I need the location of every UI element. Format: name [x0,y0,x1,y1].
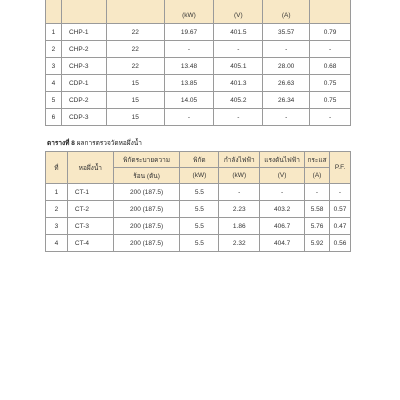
table-cell: 0.56 [330,235,351,252]
table-cell: CHP-2 [61,41,106,58]
table-cell: 406.7 [260,218,305,235]
table-cell: CT-4 [67,235,113,252]
table-cell: - [330,184,351,201]
table-cell: 15 [106,92,164,109]
table-row [46,218,351,235]
table-cell: 2 [46,41,62,58]
header-current: กระแส [305,152,330,168]
table-cell: 403.2 [260,201,305,218]
header-current-unit: (A) [305,168,330,184]
table-cell: 26.63 [263,75,310,92]
header-cell [46,0,62,24]
motor-measurement-table [45,0,351,126]
table-cell: - [263,41,310,58]
table-cell: 13.48 [164,58,214,75]
header-capacity-unit: ร้อน (ตัน) [113,168,180,184]
table-cell: 200 (187.5) [113,218,180,235]
table-cell: 0.75 [310,92,351,109]
table-row [46,58,351,75]
table-cell: 28.00 [263,58,310,75]
table-cell: - [305,184,330,201]
header-pf: P.F. [330,152,351,184]
table-cell: 15 [106,75,164,92]
table-cell: 2.32 [219,235,260,252]
cooling-tower-table [45,151,351,252]
table-row [46,235,351,252]
header-cell [61,0,106,24]
header-voltage-unit: (V) [260,168,305,184]
table-cell: 26.34 [263,92,310,109]
table-cell: 1 [46,24,62,41]
table-cell: 5.5 [180,184,219,201]
table-cell: 1 [46,184,68,201]
table-cell: 4 [46,75,62,92]
caption-text: ผลการตรวจวัดหอผึ่งน้ำ [74,140,142,147]
table-cell: - [164,109,214,126]
table-cell: 2.23 [219,201,260,218]
table-cell: CDP-1 [61,75,106,92]
table-cell: 35.57 [263,24,310,41]
table-cell: 0.68 [310,58,351,75]
table-cell: 3 [46,58,62,75]
header-cell [106,0,164,24]
table-cell: - [260,184,305,201]
header-power-unit: (kW) [219,168,260,184]
header-cell-current [263,0,310,24]
table-cell: 14.05 [164,92,214,109]
table-cell: 3 [46,218,68,235]
header-no: ที่ [46,152,68,184]
table-cell: - [310,41,351,58]
table-cell: 5.5 [180,235,219,252]
table-cell: 22 [106,41,164,58]
header-cell-voltage [214,0,263,24]
table-cell: CHP-1 [61,24,106,41]
table-cell: 6 [46,109,62,126]
header-capacity: พิกัดระบายความ [113,152,180,168]
table-cell: 200 (187.5) [113,235,180,252]
table-cell: 5.5 [180,218,219,235]
table-cell: - [263,109,310,126]
table-caption [47,138,142,148]
table-cell: 22 [106,58,164,75]
table-cell: 200 (187.5) [113,201,180,218]
table-row [46,201,351,218]
table-cell: 2 [46,201,68,218]
table-cell: 5 [46,92,62,109]
table-row [46,109,351,126]
table-cell: - [164,41,214,58]
header-cell-power [164,0,214,24]
table-cell: 5.58 [305,201,330,218]
table-cell: 4 [46,235,68,252]
table-cell: CDP-2 [61,92,106,109]
header-rated: พิกัด [180,152,219,168]
table-cell: 200 (187.5) [113,184,180,201]
table-cell: 0.47 [330,218,351,235]
table-cell: 5.76 [305,218,330,235]
table-cell: 5.5 [180,201,219,218]
table-cell: CDP-3 [61,109,106,126]
table-header-row [46,152,351,168]
unit-label: (A) [281,12,291,19]
table-cell: 5.92 [305,235,330,252]
table-cell: 0.75 [310,75,351,92]
table-cell: 13.85 [164,75,214,92]
table-cell: - [214,109,263,126]
table-cell: 19.67 [164,24,214,41]
table-cell: 0.79 [310,24,351,41]
table-cell: - [214,41,263,58]
header-power: กำลังไฟฟ้า [219,152,260,168]
table-cell: 405.2 [214,92,263,109]
table-cell: CT-2 [67,201,113,218]
table-cell: CT-1 [67,184,113,201]
caption-label: ตารางที่ 8 [47,140,75,147]
unit-label: (kW) [182,12,196,19]
table-cell: 22 [106,24,164,41]
unit-label: (V) [233,12,243,19]
table-cell: CHP-3 [61,58,106,75]
table-row [46,75,351,92]
header-tower: หอผึ่งน้ำ [67,152,113,184]
table-row [46,41,351,58]
header-cell [310,0,351,24]
table-row [46,92,351,109]
table-cell: 405.1 [214,58,263,75]
table-cell: - [310,109,351,126]
table-row [46,24,351,41]
table-row [46,184,351,201]
table-cell: 404.7 [260,235,305,252]
table-cell: 15 [106,109,164,126]
header-rated-unit: (kW) [180,168,219,184]
table-header-row [46,0,351,24]
table-cell: 401.3 [214,75,263,92]
table-cell: CT-3 [67,218,113,235]
table-cell: 1.86 [219,218,260,235]
table-cell: 401.5 [214,24,263,41]
table-cell: - [219,184,260,201]
header-voltage: แรงดันไฟฟ้า [260,152,305,168]
table-cell: 0.57 [330,201,351,218]
